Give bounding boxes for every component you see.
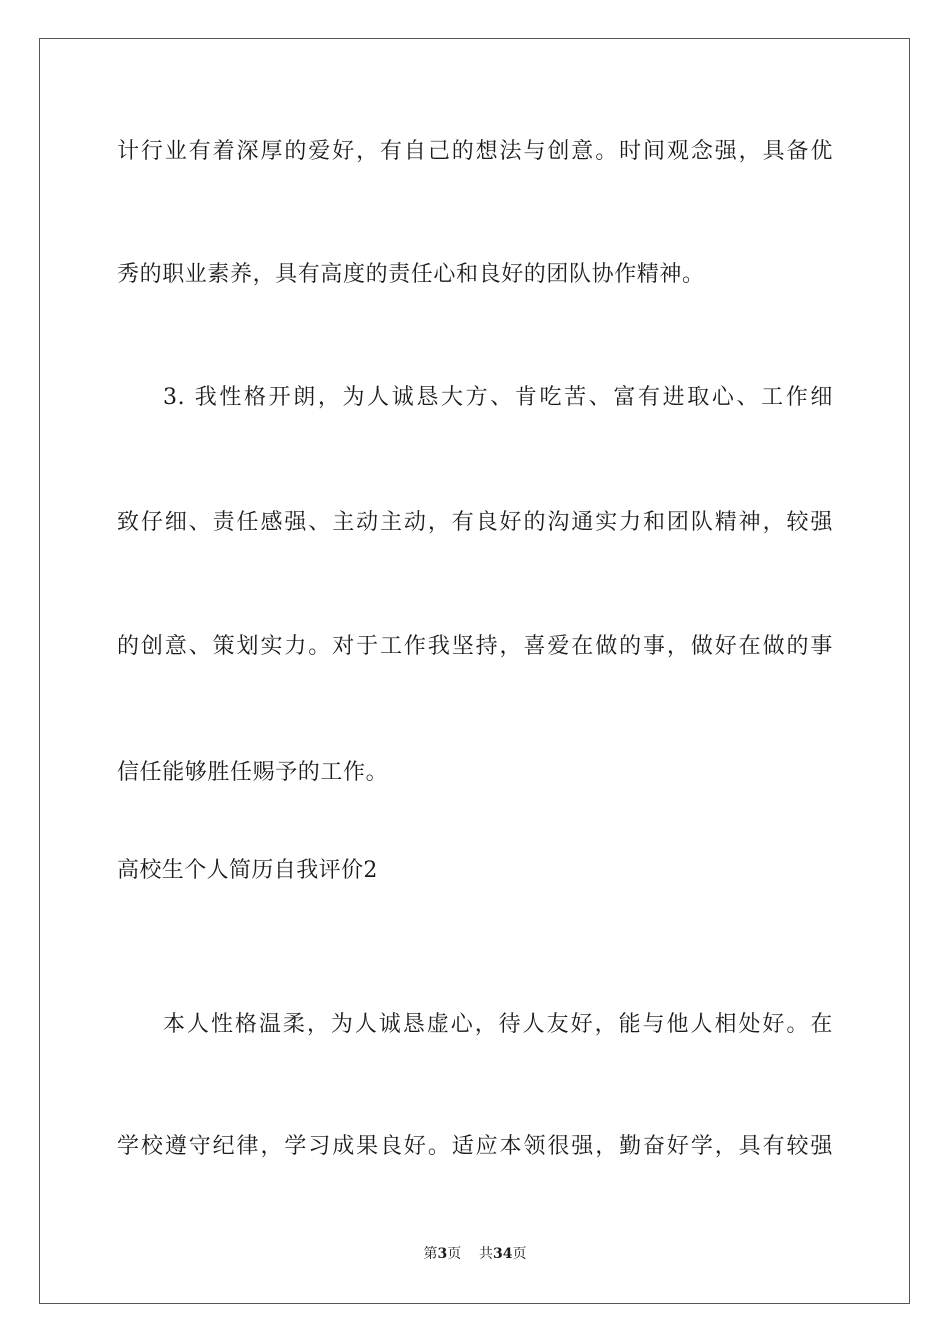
footer-page-suffix: 页 <box>447 1246 462 1262</box>
footer-total-pages: 34 <box>493 1246 513 1262</box>
body-line: 的创意、策划实力。对于工作我坚持，喜爱在做的事，做好在做的事 <box>117 634 833 659</box>
footer-total-prefix: 共 <box>479 1246 494 1262</box>
body-line: 致仔细、责任感强、主动主动，有良好的沟通实力和团队精神，较强 <box>117 510 833 535</box>
page-footer <box>0 1245 950 1263</box>
page-border <box>39 38 910 1304</box>
footer-total-suffix: 页 <box>512 1246 527 1262</box>
section-body-line: 学校遵守纪律，学习成果良好。适应本领很强，勤奋好学，具有较强 <box>117 1134 833 1159</box>
body-line-item-3: 3. 我性格开朗，为人诚恳大方、肯吃苦、富有进取心、工作细 <box>163 385 833 410</box>
footer-page-number: 3 <box>437 1246 448 1262</box>
body-line: 信任能够胜任赐予的工作。 <box>117 760 389 785</box>
body-line: 秀的职业素养，具有高度的责任心和良好的团队协作精神。 <box>117 262 705 287</box>
section-heading: 高校生个人简历自我评价2 <box>117 858 378 883</box>
body-line: 计行业有着深厚的爱好，有自己的想法与创意。时间观念强，具备优 <box>117 139 833 164</box>
footer-page-prefix: 第 <box>423 1246 438 1262</box>
section-body-line: 本人性格温柔，为人诚恳虚心，待人友好，能与他人相处好。在 <box>163 1012 833 1037</box>
